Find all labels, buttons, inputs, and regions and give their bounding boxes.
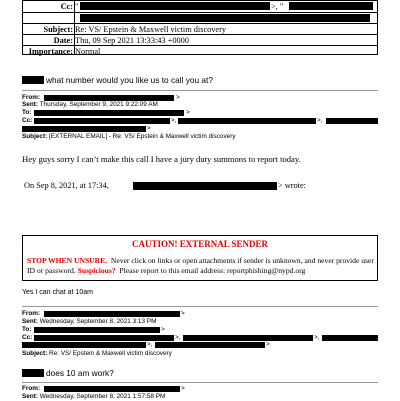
bracket: >, bbox=[317, 117, 323, 124]
bracket: >, bbox=[171, 117, 177, 124]
redaction bbox=[80, 14, 370, 22]
divider bbox=[22, 90, 378, 91]
reply-text: Yes I can chat at 10am bbox=[22, 289, 93, 296]
bracket: > bbox=[161, 326, 165, 333]
importance-label: Importance: bbox=[28, 47, 73, 56]
caution-text: STOP WHEN UNSURE. Never click on links or open attachments if sender is unknown, and never provide user ID or password. Suspicious? Please report to this email address: reportphishing@nypd.org bbox=[27, 256, 374, 275]
bracket: >, bbox=[147, 341, 153, 348]
quote-prefix: On Sep 8, 2021, at 17:34, bbox=[24, 181, 109, 190]
redaction bbox=[155, 342, 265, 348]
sent-line: Sent: Thursday, September 9, 2021 9:22:09 AM bbox=[22, 101, 158, 108]
message-text: does 10 am work? bbox=[46, 368, 114, 378]
cc-label: Cc: bbox=[60, 2, 73, 11]
redaction bbox=[44, 311, 180, 317]
from-label: From: bbox=[22, 310, 41, 317]
cc-row bbox=[23, 1, 377, 12]
redaction bbox=[326, 118, 378, 124]
bracket: > bbox=[176, 94, 180, 101]
importance-value: Normal bbox=[75, 47, 101, 56]
sent-line: Sent: Wednesday, September 8, 2021 3:13 PM bbox=[22, 318, 157, 325]
redaction bbox=[34, 110, 184, 116]
bracket: > bbox=[181, 385, 185, 392]
redaction bbox=[22, 369, 44, 377]
date-label: Date: bbox=[53, 36, 73, 45]
divider bbox=[22, 382, 378, 383]
subject-value: Re: VS/ Epstein & Maxwell victim discovery bbox=[75, 25, 227, 34]
redaction bbox=[178, 118, 316, 124]
bracket: > bbox=[181, 310, 185, 317]
redaction bbox=[133, 182, 277, 190]
message-text: what number would you like us to call you at? bbox=[46, 75, 213, 85]
cc-label: Cc: bbox=[22, 334, 33, 341]
to-label: To: bbox=[22, 326, 32, 333]
bracket: > bbox=[186, 109, 190, 116]
cc-label: Cc: bbox=[22, 117, 33, 124]
date-value: Thu, 09 Sep 2021 13:33:43 +0000 bbox=[75, 36, 189, 45]
date-row bbox=[23, 34, 377, 45]
external-sender-warning bbox=[22, 235, 378, 281]
redaction bbox=[322, 335, 378, 341]
redaction bbox=[183, 335, 313, 341]
redaction bbox=[44, 386, 180, 392]
caution-title: CAUTION! EXTERNAL SENDER bbox=[131, 239, 269, 249]
redaction bbox=[34, 327, 160, 333]
quote-suffix: > wrote: bbox=[278, 181, 306, 190]
subject-label: Subject: bbox=[43, 25, 73, 34]
bracket: > bbox=[266, 341, 270, 348]
importance-row bbox=[23, 45, 377, 55]
redaction bbox=[22, 76, 44, 84]
bracket: >, bbox=[314, 334, 320, 341]
reply-text: Hey guys sorry I can’t make this call I have a jury duty summons to report today. bbox=[22, 154, 301, 164]
redaction bbox=[22, 126, 146, 132]
redaction bbox=[34, 335, 174, 341]
subject-line: Subject: [EXTERNAL EMAIL] - Re: VS/ Epstein & Maxwell victim discovery bbox=[22, 133, 236, 140]
sent-line: Sent: Wednesday, September 8, 2021 1:57:58 PM bbox=[22, 393, 166, 400]
cc-row-2 bbox=[23, 12, 377, 23]
redaction bbox=[289, 2, 373, 10]
divider bbox=[22, 306, 378, 307]
redaction bbox=[22, 342, 146, 348]
redaction bbox=[80, 2, 270, 10]
to-label: To: bbox=[22, 109, 32, 116]
from-label: From: bbox=[22, 385, 41, 392]
subject-row bbox=[23, 23, 377, 34]
redaction bbox=[34, 118, 170, 124]
bracket: >, bbox=[175, 334, 181, 341]
from-label: From: bbox=[22, 94, 41, 101]
header-table bbox=[22, 0, 378, 55]
cc-separator: >, " bbox=[271, 2, 284, 11]
cc-value: " bbox=[75, 2, 79, 11]
bracket: > bbox=[147, 125, 151, 132]
subject-line: Subject: Re: VS/ Epstein & Maxwell victim discovery bbox=[22, 350, 172, 357]
